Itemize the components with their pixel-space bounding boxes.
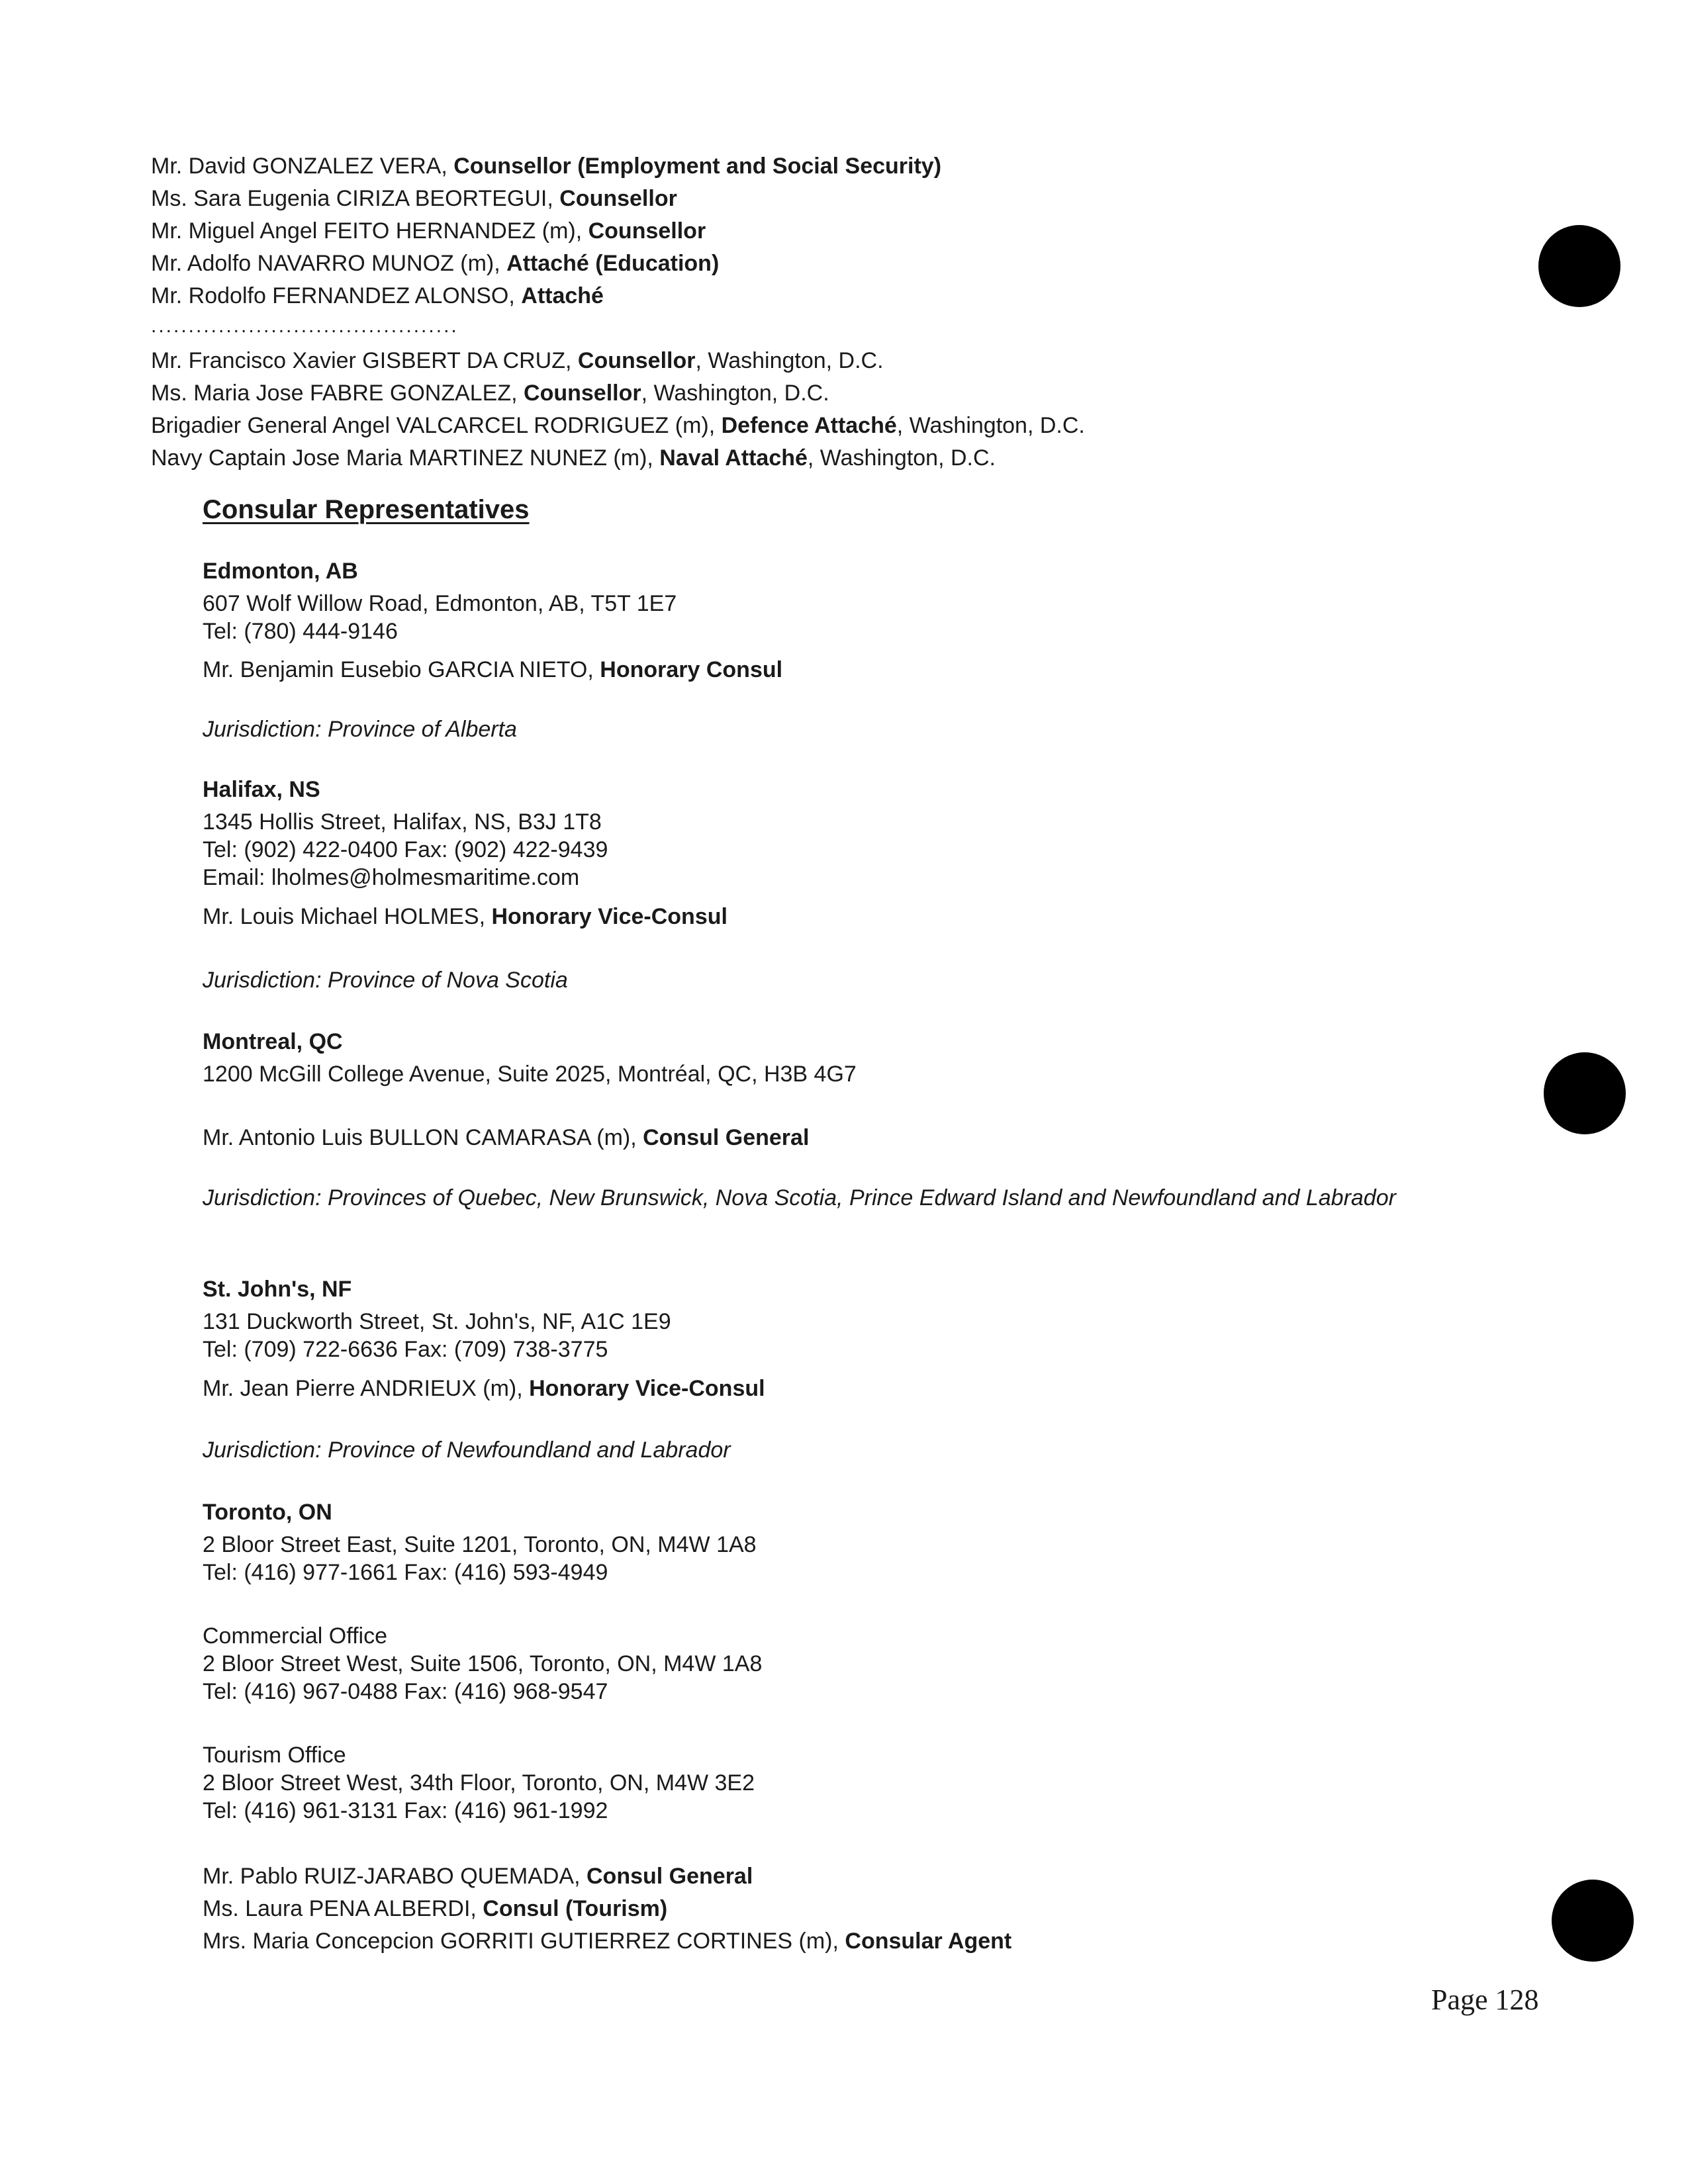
jurisdiction: Jurisdiction: Province of Newfoundland and Labrador <box>203 1437 731 1463</box>
phone: Tel: (416) 961-3131 Fax: (416) 961-1992 <box>203 1798 608 1823</box>
page-number: Page 128 <box>1431 1983 1539 2016</box>
staff-entry: Ms. Maria Jose FABRE GONZALEZ, Counsellor, Washington, D.C. <box>151 381 829 406</box>
city-heading: Halifax, NS <box>203 777 320 802</box>
office-label: Tourism Office <box>203 1743 346 1768</box>
staff-title: Attaché <box>521 283 604 308</box>
consul-title: Consular Agent <box>845 1929 1012 1954</box>
staff-title: Counsellor <box>588 218 706 244</box>
staff-entry: Ms. Sara Eugenia CIRIZA BEORTEGUI, Counsellor <box>151 186 677 211</box>
consul-title: Honorary Consul <box>600 657 783 682</box>
consul-title: Consul General <box>586 1864 753 1889</box>
phone: Tel: (416) 967-0488 Fax: (416) 968-9547 <box>203 1679 608 1704</box>
consul-entry: Mr. Louis Michael HOLMES, Honorary Vice-Consul <box>203 904 727 929</box>
consul-title: Honorary Vice-Consul <box>529 1376 765 1401</box>
phone: Tel: (902) 422-0400 Fax: (902) 422-9439 <box>203 837 608 862</box>
city-heading: Montreal, QC <box>203 1029 343 1054</box>
jurisdiction: Jurisdiction: Provinces of Quebec, New Brunswick, Nova Scotia, Prince Edward Island and Newfoundland and Labrador <box>203 1185 1396 1210</box>
phone: Tel: (709) 722-6636 Fax: (709) 738-3775 <box>203 1337 608 1362</box>
address: 2 Bloor Street West, Suite 1506, Toronto, ON, M4W 1A8 <box>203 1651 763 1676</box>
dotted-separator: ......................................... <box>151 315 459 337</box>
staff-title: Counsellor <box>577 348 696 373</box>
address: 1345 Hollis Street, Halifax, NS, B3J 1T8 <box>203 809 602 835</box>
staff-title: Counsellor <box>559 186 677 211</box>
jurisdiction: Jurisdiction: Province of Alberta <box>203 717 517 742</box>
phone: Tel: (416) 977-1661 Fax: (416) 593-4949 <box>203 1560 608 1585</box>
staff-entry: Mr. Miguel Angel FEITO HERNANDEZ (m), Counsellor <box>151 218 706 244</box>
consul-entry: Ms. Laura PENA ALBERDI, Consul (Tourism) <box>203 1896 668 1921</box>
staff-title: Naval Attaché <box>659 445 808 471</box>
address: 2 Bloor Street East, Suite 1201, Toronto, ON, M4W 1A8 <box>203 1532 757 1557</box>
staff-entry: Mr. Rodolfo FERNANDEZ ALONSO, Attaché <box>151 283 604 308</box>
consul-entry: Mrs. Maria Concepcion GORRITI GUTIERREZ CORTINES (m), Consular Agent <box>203 1929 1012 1954</box>
address: 131 Duckworth Street, St. John's, NF, A1C 1E9 <box>203 1309 671 1334</box>
address: 2 Bloor Street West, 34th Floor, Toronto, ON, M4W 3E2 <box>203 1770 755 1796</box>
consul-title: Consul (Tourism) <box>483 1896 668 1921</box>
city-heading: Edmonton, AB <box>203 559 358 584</box>
punch-hole <box>1538 225 1620 307</box>
staff-title: Counsellor <box>524 381 641 406</box>
consul-entry: Mr. Antonio Luis BULLON CAMARASA (m), Consul General <box>203 1125 810 1150</box>
jurisdiction: Jurisdiction: Province of Nova Scotia <box>203 968 568 993</box>
section-heading: Consular Representatives <box>203 495 530 524</box>
staff-title: Attaché (Education) <box>506 251 720 276</box>
consul-entry: Mr. Pablo RUIZ-JARABO QUEMADA, Consul General <box>203 1864 753 1889</box>
staff-entry: Mr. Adolfo NAVARRO MUNOZ (m), Attaché (Education) <box>151 251 720 276</box>
staff-title: Counsellor (Employment and Social Security) <box>453 154 942 179</box>
staff-entry: Navy Captain Jose Maria MARTINEZ NUNEZ (m), Naval Attaché, Washington, D.C. <box>151 445 996 471</box>
staff-entry: Mr. David GONZALEZ VERA, Counsellor (Employment and Social Security) <box>151 154 942 179</box>
punch-hole <box>1544 1052 1626 1134</box>
address: 1200 McGill College Avenue, Suite 2025, Montréal, QC, H3B 4G7 <box>203 1062 857 1087</box>
office-label: Commercial Office <box>203 1623 387 1649</box>
city-heading: St. John's, NF <box>203 1277 352 1302</box>
staff-title: Defence Attaché <box>721 413 897 438</box>
consul-title: Consul General <box>643 1125 810 1150</box>
consul-entry: Mr. Jean Pierre ANDRIEUX (m), Honorary Vice-Consul <box>203 1376 765 1401</box>
address: 607 Wolf Willow Road, Edmonton, AB, T5T 1E7 <box>203 591 677 616</box>
phone: Tel: (780) 444-9146 <box>203 619 398 644</box>
punch-hole <box>1552 1880 1634 1962</box>
consul-title: Honorary Vice-Consul <box>491 904 727 929</box>
city-heading: Toronto, ON <box>203 1500 332 1525</box>
email: Email: lholmes@holmesmaritime.com <box>203 865 580 890</box>
consul-entry: Mr. Benjamin Eusebio GARCIA NIETO, Honorary Consul <box>203 657 783 682</box>
staff-entry: Brigadier General Angel VALCARCEL RODRIGUEZ (m), Defence Attaché, Washington, D.C. <box>151 413 1085 438</box>
staff-entry: Mr. Francisco Xavier GISBERT DA CRUZ, Counsellor, Washington, D.C. <box>151 348 884 373</box>
